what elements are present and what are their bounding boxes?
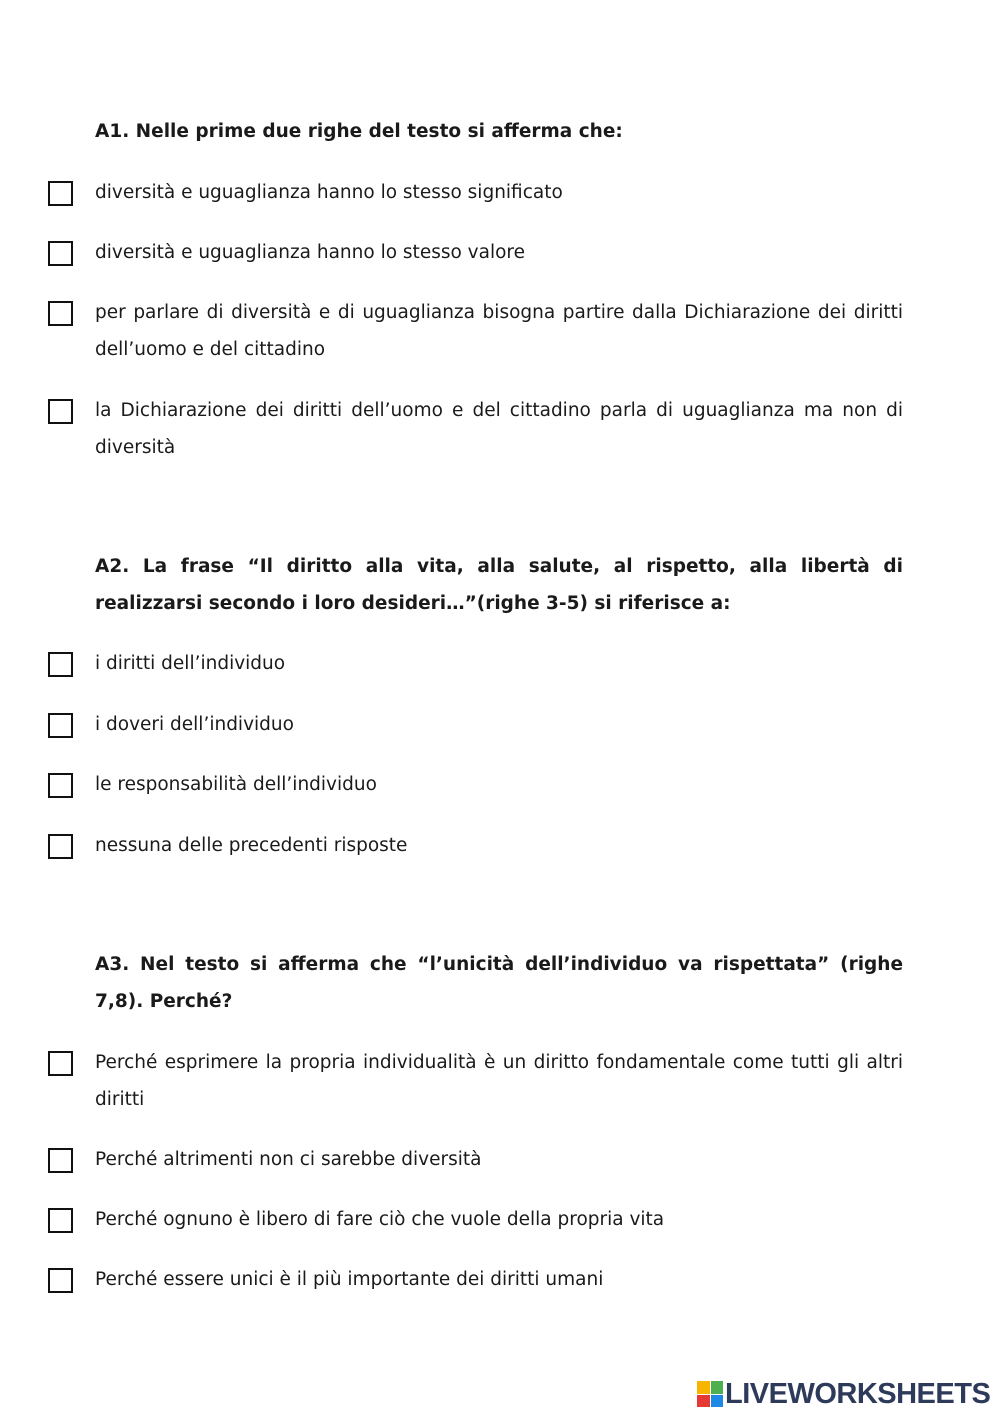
checkbox[interactable]: [48, 652, 73, 677]
option-label: Perché altrimenti non ci sarebbe diversità: [95, 1149, 482, 1170]
logo-text: LIVEWORKSHEETS: [725, 1377, 991, 1410]
logo-square-4: [711, 1395, 724, 1408]
logo-icon: [697, 1381, 723, 1407]
checkbox[interactable]: [48, 1148, 73, 1173]
logo-square-2: [711, 1381, 724, 1394]
question-a2-title: A2. La frase “Il diritto alla vita, alla salute, al rispetto, alla libertà di realizzarsi secondo i loro desideri…”(righe 3-5) si riferisce a:: [95, 556, 903, 614]
option-label: diversità e uguaglianza hanno lo stesso valore: [95, 242, 525, 263]
question-a3-title: A3. Nel testo si afferma che “l’unicità dell’individuo va rispettata” (righe 7,8). Perché?: [95, 954, 903, 1012]
checkbox[interactable]: [48, 399, 73, 424]
option-label: Perché ognuno è libero di fare ciò che vuole della propria vita: [95, 1209, 665, 1230]
option-label: Perché essere unici è il più importante dei diritti umani: [95, 1269, 604, 1290]
option-label: Perché esprimere la propria individualità è un diritto fondamentale come tutti gli altri diritti: [95, 1052, 903, 1110]
option-label: le responsabilità dell’individuo: [95, 774, 377, 795]
checkbox[interactable]: [48, 1268, 73, 1293]
checkbox[interactable]: [48, 834, 73, 859]
checkbox[interactable]: [48, 1208, 73, 1233]
checkbox[interactable]: [48, 713, 73, 738]
checkbox[interactable]: [48, 773, 73, 798]
question-a1-title: A1. Nelle prime due righe del testo si afferma che:: [95, 121, 623, 142]
option-label: la Dichiarazione dei diritti dell’uomo e del cittadino parla di uguaglianza ma non di diversità: [95, 400, 903, 458]
option-label: per parlare di diversità e di uguaglianza bisogna partire dalla Dichiarazione dei diritti dell’uomo e del cittadino: [95, 302, 903, 360]
option-label: i diritti dell’individuo: [95, 653, 286, 674]
logo-square-3: [697, 1395, 710, 1408]
checkbox[interactable]: [48, 181, 73, 206]
checkbox[interactable]: [48, 301, 73, 326]
option-label: nessuna delle precedenti risposte: [95, 835, 408, 856]
liveworksheets-logo: [697, 1378, 990, 1410]
checkbox[interactable]: [48, 1051, 73, 1076]
option-label: diversità e uguaglianza hanno lo stesso significato: [95, 182, 563, 203]
checkbox[interactable]: [48, 241, 73, 266]
logo-square-1: [697, 1381, 710, 1394]
option-label: i doveri dell’individuo: [95, 714, 294, 735]
